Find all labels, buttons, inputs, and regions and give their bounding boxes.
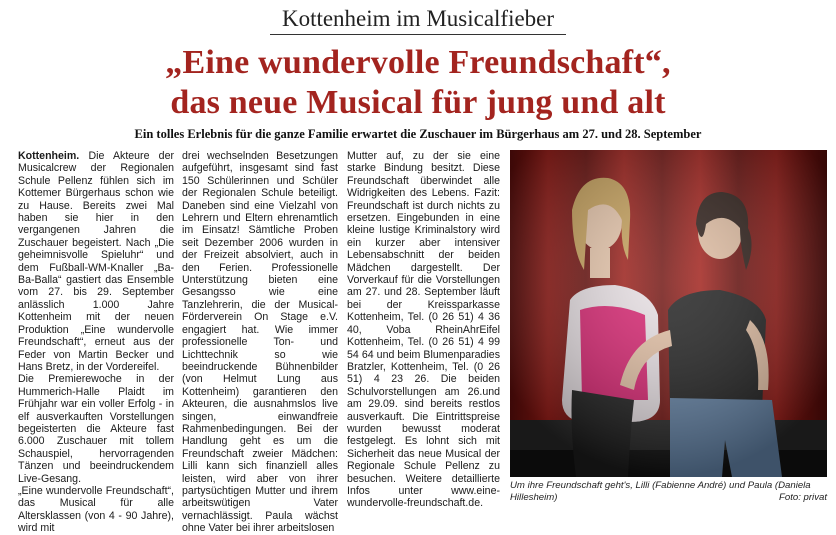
photo-credit: Foto: privat [779,491,827,503]
paragraph [18,150,174,373]
photo-caption [510,480,827,503]
text-column-3 [347,150,500,520]
text-column-2 [182,150,338,535]
paragraph: drei wechselnden Besetzungen aufgeführt, insgesamt sind fast 150 Schülerinnen und Schüler der Regionalen Schule beteiligt. Daneben sind eine Vielzahl von Lehrern und Eltern ehrenamtlich im Einsatz! Sämtliche Proben seit Dezember 2006 wurden in der Freizeit absolviert, auch in den Ferien. Professionelle Unterstützung bieten eine Gesangsso wie eine Tanzlehrerin, die der Musical-Förderverein On Stage e.V. engagiert hat. Wie immer professionelle Ton- und Lichttechnik so wie beeindruckende Bühnenbilder (von Helmut Lung aus Kottenheim) garantieren den Akteuren, die ausnahmslos live singen, einwandfreie Rahmenbedingungen. Bei der Handlung geht es um die Freundschaft zweier Mädchen: Lilli kann sich finanziell alles leisten, wird aber von ihrer partysüchtigen Mutter und ihrem arbeitswütigen Vater vernachlässigt. Paula wächst ohne Vater bei ihrer arbeitslosen [182,150,338,535]
headline-line-2: das neue Musical für jung und alt [170,84,666,121]
text-column-1 [18,150,174,535]
caption-text: Um ihre Freundschaft geht's, Lilli (Fabienne André) und Paula (Daniela Hillesheim) [510,480,811,503]
paragraph: „Eine wundervolle Freundschaft“, das Musical für alle Altersklassen (von 4 - 90 Jahre), wird mit [18,484,174,535]
article-kicker: Kottenheim im Musicalfieber [281,6,555,31]
subheadline: Ein tolles Erlebnis für die ganze Familie erwartet die Zuschauer im Bürgerhaus am 27. und 28. September [134,127,702,141]
dateline: Kottenheim. [18,150,80,162]
paragraph: Die Premierewoche in der Hummerich-Halle Plaidt im Frühjahr war ein voller Erfolg - in elf ausverkauften Vorstellungen begeisterten die Akteure fast 6.000 Zuschauer mit tollem Schauspiel, hervorragenden Tänzen und beeindruckendem Live-Gesang. [18,373,174,485]
kicker-underline [270,34,566,35]
stage-photo-illustration [510,150,827,477]
headline-line-1: „Eine wundervolle Freundschaft“, [165,44,671,81]
paragraph: Mutter auf, zu der sie eine starke Bindung besitzt. Diese Freundschaft überwindet alle Widrigkeiten des Lebens. Fazit: Freundschaft ist durch nichts zu ersetzen. Eingebunden in eine kleine lustige Kriminalstory wird ein kurzer aber intensiver Lebensabschnitt der beiden Mädchen dargestellt. Der Vorverkauf für die Vorstellungen am 27. und 28. September läuft bei der Kreissparkasse Kottenheim, Tel. (0 26 51) 4 36 40, Voba RheinAhrEifel Kottenheim, Tel. (0 26 51) 4 99 54 64 und beim Blumenparadies Bratzler, Kottenheim, Tel. (0 26 51) 4 23 26. Die beiden Schulvorstellungen am 26.und am 29.09. sind bereits restlos ausverkauft. Die Eintrittspreise wurden bewusst moderat festgelegt. Es lohnt sich mit Sicherheit das neue Musical der Regionale Schule Pellenz zu besuchen. Weitere detaillierte Infos unter www.eine-wundervolle-freundschaft.de. [347,150,500,510]
spotlight-overlay [510,150,827,477]
paragraph-text: Die Akteure der Musicalcrew der Regionalen Schule Pellenz fühlen sich im Kottemer Bürgerhaus schon wie zu Hause. Bereits zwei Mal haben sie hier in den vergangenen Jahren die Zuschauer begeistert. Nach „Die geheimnisvolle Spieluhr“ und dem Fußball-WM-Knaller „Ba-Ba-Balla“ gastiert das Ensemble vom 27. bis 29. September anlässlich 1.000 Jahre Kottenheim mit der neuen Produktion „Eine wundervolle Freundschaft“, erneut aus der Feder von Martin Becker und Hans Bretz, in der Vordereifel. [18,150,174,373]
article-photo [510,150,827,477]
